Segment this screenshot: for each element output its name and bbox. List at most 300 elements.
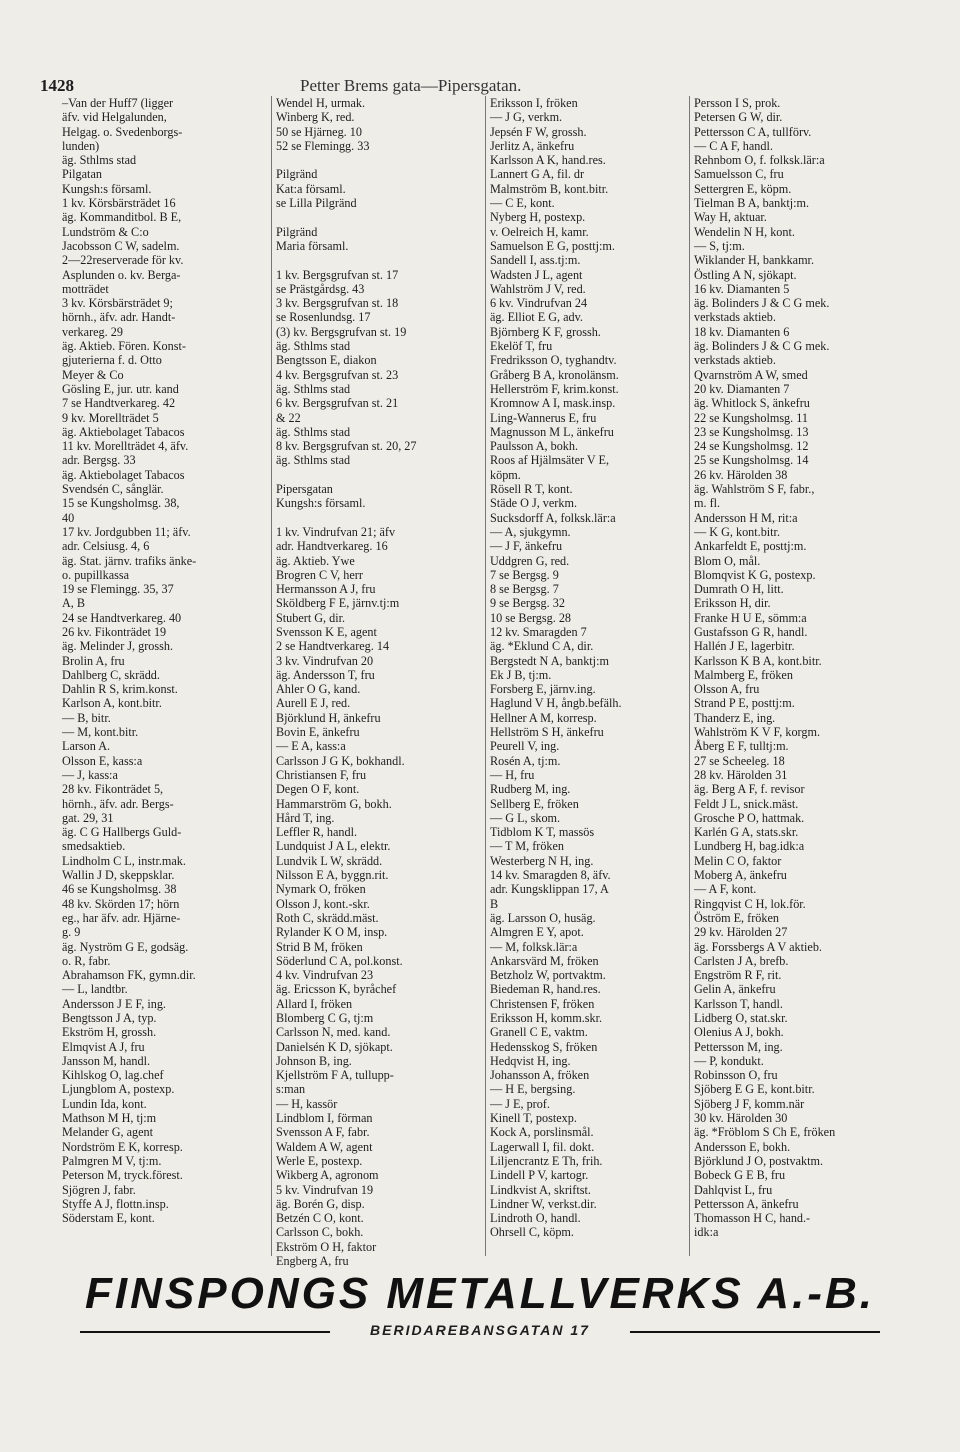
directory-entry [276, 153, 482, 167]
directory-entry: Elmqvist A J, fru [62, 1039, 145, 1054]
directory-entry: 6 kv. Bergsgrufvan st. 21 [276, 396, 399, 411]
directory-entry: äg. C G Hallbergs Guld- [62, 825, 182, 840]
directory-entry: 26 kv. Härolden 38 [694, 467, 788, 482]
directory-entry: Malmström B, kont.bitr. [490, 181, 609, 196]
directory-entry: äg. Ericsson K, byråchef [276, 982, 397, 997]
directory-entry: Bobeck G E B, fru [694, 1168, 786, 1183]
directory-entry: Magnusson M L, änkefru [490, 424, 614, 439]
directory-entry: — G L, skom. [490, 810, 561, 825]
directory-entry [276, 253, 482, 267]
directory-entry: Karlson A, kont.bitr. [62, 696, 162, 711]
directory-entry: Wiklander H, bankkamr. [694, 253, 814, 268]
directory-entry: Pettersson A, änkefru [694, 1196, 799, 1211]
directory-entry: Dumrath O H, litt. [694, 582, 784, 597]
directory-entry: Tielman B A, banktj:m. [694, 196, 810, 211]
directory-entry: Helgag. o. Svedenborgs- [62, 124, 183, 139]
directory-entry: Westerberg N H, ing. [490, 853, 594, 868]
directory-entry: 14 kv. Smaragden 8, äfv. [490, 868, 611, 883]
directory-entry: lunden) [62, 138, 100, 153]
directory-entry: Melin C O, faktor [694, 853, 782, 868]
directory-entry: — K G, kont.bitr. [694, 524, 780, 539]
directory-entry: äg. Andersson T, fru [276, 667, 375, 682]
directory-entry: 20 kv. Diamanten 7 [694, 381, 790, 396]
directory-entry: gat. 29, 31 [62, 810, 114, 825]
directory-entry: — E A, kass:a [276, 739, 346, 754]
directory-entry: Sjöberg J F, komm.när [694, 1096, 805, 1111]
directory-entry: 1 kv. Bergsgrufvan st. 17 [276, 267, 399, 282]
directory-entry: 8 se Bergsg. 7 [490, 582, 559, 597]
directory-entry: Hammarström G, bokh. [276, 796, 392, 811]
directory-entry: A, B [62, 596, 86, 611]
directory-entry [276, 511, 482, 525]
directory-entry: se Lilla Pilgränd [276, 196, 357, 211]
directory-entry: 8 kv. Bergsgrufvan st. 20, 27 [276, 439, 417, 454]
directory-entry: 24 se Kungsholmsg. 12 [694, 439, 809, 454]
directory-entry: Peterson M, tryck.förest. [62, 1168, 183, 1183]
directory-entry: Pilgränd [276, 224, 318, 239]
directory-entry: Roth C, skrädd.mäst. [276, 910, 379, 925]
directory-entry: — J E, prof. [490, 1096, 550, 1111]
directory-entry: Peurell V, ing. [490, 739, 560, 754]
directory-entry: Winberg K, red. [276, 110, 355, 125]
directory-entry: Karlén G A, stats.skr. [694, 825, 799, 840]
directory-entry: Wahlström K V F, korgm. [694, 725, 821, 740]
directory-entry: — H E, bergsing. [490, 1082, 576, 1097]
directory-entry: Gustafsson G R, handl. [694, 624, 808, 639]
directory-entry: Hellström S H, änkefru [490, 725, 604, 740]
directory-entry: Kat:a församl. [276, 181, 346, 196]
directory-entry: Hellerström F, krim.konst. [490, 381, 619, 396]
directory-entry: — A F, kont. [694, 882, 757, 897]
directory-entry: Lannert G A, fil. dr [490, 167, 585, 182]
directory-entry: äg. Whitlock S, änkefru [694, 396, 810, 411]
directory-entry: Brolin A, fru [62, 653, 125, 668]
directory-entry: äg. Aktiebolaget Tabacos [62, 467, 185, 482]
directory-entry: Åberg E F, tulltj:m. [694, 739, 789, 754]
directory-entry: Pettersson M, ing. [694, 1039, 783, 1054]
directory-entry: Settergren E, köpm. [694, 181, 792, 196]
directory-entry: Malmberg E, fröken [694, 667, 793, 682]
directory-entry: Lindblom I, förman [276, 1111, 373, 1126]
directory-entry: 23 se Kungsholmsg. 13 [694, 424, 809, 439]
directory-entry: adr. Kungsklippan 17, A [490, 882, 609, 897]
directory-entry: Hallén J E, lagerbitr. [694, 639, 795, 654]
page-number: 1428 [40, 76, 74, 95]
directory-entry: äg. Sthlms stad [276, 424, 351, 439]
directory-entry: Kock A, porslinsmål. [490, 1125, 594, 1140]
directory-entry: äg. Elliot E G, adv. [490, 310, 583, 325]
directory-entry: Gråberg B A, kronolänsm. [490, 367, 619, 382]
directory-entry: Lindroth O, handl. [490, 1211, 581, 1226]
directory-entry: äg. Bolinders J & C G mek. [694, 296, 830, 311]
directory-entry: Rehnbom O, f. folksk.lär:a [694, 153, 825, 168]
directory-entry: Kjellström F A, tullupp- [276, 1068, 394, 1083]
directory-entry: 16 kv. Diamanten 5 [694, 281, 790, 296]
directory-entry: Andersson E, bokh. [694, 1139, 791, 1154]
directory-entry: B [490, 896, 499, 911]
directory-entry: –Van der Huff7 (ligger [62, 96, 174, 110]
directory-entry: Johansson A, fröken [490, 1068, 590, 1083]
directory-entry: 9 se Bergsg. 32 [490, 596, 565, 611]
directory-entry: äg. *Eklund C A, dir. [490, 639, 594, 654]
directory-entry: Danielsén K D, sjökapt. [276, 1039, 393, 1054]
directory-entry: Bengtsson J A, typ. [62, 1011, 157, 1025]
directory-entry: Ekström O H, faktor [276, 1239, 377, 1254]
directory-entry: Sandell I, ass.tj:m. [490, 253, 581, 268]
directory-entry: Betzén C O, kont. [276, 1211, 364, 1226]
directory-entry: Olenius A J, bokh. [694, 1025, 784, 1040]
directory-entry: Robinsson O, fru [694, 1068, 778, 1083]
directory-entry: gjuterierna f. d. Otto [62, 353, 162, 368]
directory-entry: Wallin J D, skeppsklar. [62, 868, 175, 883]
page-header [40, 76, 920, 98]
directory-entry: Samuelson E G, posttj:m. [490, 238, 615, 253]
directory-entry: Östling A N, sjökapt. [694, 267, 797, 282]
directory-entry: m. fl. [694, 496, 721, 511]
directory-entry: 10 se Bergsg. 28 [490, 610, 572, 625]
directory-entry: Städe O J, verkm. [490, 496, 577, 511]
directory-entry: Brogren C V, herr [276, 567, 363, 582]
directory-entry: Meyer & Co [62, 367, 124, 382]
directory-entry: adr. Handtverkareg. 16 [276, 539, 388, 554]
directory-entry: Thanderz E, ing. [694, 710, 776, 725]
directory-entry: Rudberg M, ing. [490, 782, 571, 797]
directory-entry: Melander G, agent [62, 1125, 154, 1140]
directory-entry: Ek J B, tj:m. [490, 667, 552, 682]
directory-entry: Pettersson C A, tullförv. [694, 124, 812, 139]
directory-entry: Lindell P V, kartogr. [490, 1168, 589, 1183]
directory-entry: Lindkvist A, skriftst. [490, 1182, 591, 1197]
directory-entry: Christensen F, fröken [490, 996, 595, 1011]
directory-entry: äg. Nyström G E, godsäg. [62, 939, 189, 954]
column-divider [271, 96, 272, 1256]
directory-entry: 48 kv. Skörden 17; hörn [62, 896, 180, 911]
directory-entry: Olsson E, kass:a [62, 753, 143, 768]
directory-entry: — A, sjukgymn. [490, 524, 571, 539]
directory-entry: 2—22reserverade för kv. [62, 253, 184, 268]
column-divider [485, 96, 486, 1256]
directory-entry: Bovin E, änkefru [276, 725, 360, 740]
directory-entry: 3 kv. Bergsgrufvan st. 18 [276, 296, 399, 311]
directory-entry: Hedqvist H, ing. [490, 1053, 571, 1068]
directory-entry: 27 se Scheeleg. 18 [694, 753, 785, 768]
directory-entry: Forsberg E, järnv.ing. [490, 682, 596, 697]
directory-entry: 3 kv. Vindrufvan 20 [276, 653, 374, 668]
directory-entry: — B, bitr. [62, 710, 111, 725]
directory-entry: 40 [62, 510, 75, 525]
directory-entry: Wadsten J L, agent [490, 267, 583, 282]
directory-entry: 15 se Kungsholmsg. 38, [62, 496, 180, 511]
directory-entry: — M, folksk.lär:a [490, 939, 578, 954]
directory-entry: Stubert G, dir. [276, 610, 346, 625]
directory-entry: Liljencrantz E Th, frih. [490, 1153, 603, 1168]
directory-entry: s:man [276, 1082, 306, 1097]
directory-entry: Larson A. [62, 739, 111, 754]
directory-entry: Uddgren G, red. [490, 553, 570, 568]
directory-entry: äg. Borén G, disp. [276, 1196, 365, 1211]
directory-entry: Sjögren J, fabr. [62, 1182, 136, 1197]
directory-entry: äfv. vid Helgalunden, [62, 110, 167, 125]
directory-entry: Björklund H, änkefru [276, 710, 381, 725]
directory-entry: Gösling E, jur. utr. kand [62, 381, 179, 396]
directory-entry: Grosche P O, hattmak. [694, 810, 805, 825]
directory-entry: Lundström & C:o [62, 224, 149, 239]
directory-entry: Styffe A J, flottn.insp. [62, 1196, 169, 1211]
directory-entry: Mathson M H, tj:m [62, 1111, 157, 1126]
directory-entry: Pilgränd [276, 167, 318, 182]
directory-entry: Lundvik L W, skrädd. [276, 853, 383, 868]
directory-entry: Franke H U E, sömm:a [694, 610, 807, 625]
directory-entry: Eriksson H, dir. [694, 596, 771, 611]
directory-entry: Ankarsvärd M, fröken [490, 953, 599, 968]
directory-entry: äg. Bolinders J & C G mek. [694, 339, 830, 354]
directory-entry: 6 kv. Vindrufvan 24 [490, 296, 588, 311]
directory-entry: 7 se Handtverkareg. 42 [62, 396, 176, 411]
directory-entry: Moberg A, änkefru [694, 868, 787, 883]
directory-entry: Wendelin N H, kont. [694, 224, 795, 239]
directory-entry: verkstads aktieb. [694, 353, 776, 368]
directory-entry: Lidberg O, stat.skr. [694, 1011, 788, 1025]
directory-entry: — P, kondukt. [694, 1053, 764, 1068]
directory-entry: Nordström E K, korresp. [62, 1139, 183, 1154]
directory-entry: se Prästgårdsg. 43 [276, 281, 365, 296]
directory-entry: Ringqvist C H, lok.för. [694, 896, 806, 911]
directory-entry: Lundquist J A L, elektr. [276, 839, 391, 854]
directory-entry: adr. Celsiusg. 4, 6 [62, 539, 150, 554]
directory-entry: Petersen G W, dir. [694, 110, 783, 125]
directory-entry: hörnh., äfv. adr. Bergs- [62, 796, 174, 811]
directory-entry: 24 se Handtverkareg. 40 [62, 610, 182, 625]
ad-rule-right [630, 1331, 880, 1333]
directory-entry: 4 kv. Bergsgrufvan st. 23 [276, 367, 399, 382]
directory-entry: äg. Berg A F, f. revisor [694, 782, 805, 797]
directory-entry: Carlsson N, med. kand. [276, 1025, 391, 1040]
directory-entry: Engström R F, rit. [694, 968, 782, 983]
directory-entry: 25 se Kungsholmsg. 14 [694, 453, 809, 468]
directory-entry: Kromnow A I, mask.insp. [490, 396, 616, 411]
directory-entry: Pilgatan [62, 167, 102, 182]
directory-entry: äg. Sthlms stad [276, 381, 351, 396]
directory-entry: Lindner W, verkst.dir. [490, 1196, 597, 1211]
directory-column-4 [694, 96, 914, 1256]
directory-entry: Karlsson T, handl. [694, 996, 783, 1011]
directory-entry: Fredriksson O, tyghandtv. [490, 353, 617, 368]
directory-entry: Pipersgatan [276, 482, 333, 497]
directory-entry: Söderstam E, kont. [62, 1211, 155, 1226]
directory-entry: Jepsén F W, grossh. [490, 124, 587, 139]
directory-entry: äg. Aktieb. Fören. Konst- [62, 339, 186, 354]
directory-entry: v. Oelreich H, kamr. [490, 224, 589, 239]
directory-entry: Kinell T, postexp. [490, 1111, 577, 1126]
directory-entry: Lundin Ida, kont. [62, 1096, 147, 1111]
directory-entry: idk:a [694, 1225, 719, 1240]
directory-entry: Rylander K O M, insp. [276, 925, 388, 940]
directory-entry: Samuelsson C, fru [694, 167, 784, 182]
directory-entry: Ekström H, grossh. [62, 1025, 157, 1040]
directory-entry: Hedensskog S, fröken [490, 1039, 598, 1054]
directory-entry: Sköldberg F E, järnv.tj:m [276, 596, 400, 611]
directory-entry: Wendel H, urmak. [276, 96, 366, 110]
directory-entry: Svendsén C, sånglär. [62, 482, 164, 497]
directory-entry [276, 468, 482, 482]
directory-entry [276, 210, 482, 224]
directory-entry: Waldem A W, agent [276, 1139, 373, 1154]
directory-entry: Ahler O G, kand. [276, 682, 361, 697]
directory-entry: Wahlström J V, red. [490, 281, 586, 296]
directory-entry: Lundberg H, bag.idk:a [694, 839, 805, 854]
directory-entry: Roos af Hjälmsäter V E, [490, 453, 610, 468]
directory-entry: — J F, änkefru [490, 539, 563, 554]
directory-entry: Sucksdorff A, folksk.lär:a [490, 510, 616, 525]
directory-entry: g. 9 [62, 925, 81, 940]
directory-entry: 4 kv. Vindrufvan 23 [276, 968, 374, 983]
directory-entry: Engberg A, fru [276, 1254, 349, 1269]
directory-entry: Strid B M, fröken [276, 939, 363, 954]
directory-entry: (3) kv. Bergsgrufvan st. 19 [276, 324, 407, 339]
ad-rule-left [80, 1331, 330, 1333]
directory-entry: Blom O, mål. [694, 553, 761, 568]
directory-entry: Andersson J E F, ing. [62, 996, 166, 1011]
directory-entry: Dahlin R S, krim.konst. [62, 682, 178, 697]
directory-entry: Hermansson A J, fru [276, 582, 376, 597]
running-title: Petter Brems gata—Pipersgatan. [300, 76, 522, 95]
directory-entry: Blomberg C G, tj:m [276, 1011, 374, 1025]
directory-entry: 28 kv. Fikonträdet 5, [62, 782, 164, 797]
directory-entry: äg. Aktiebolaget Tabacos [62, 424, 185, 439]
directory-entry: Maria församl. [276, 238, 349, 253]
directory-entry: äg. Larsson O, husäg. [490, 910, 596, 925]
directory-entry: verkstads aktieb. [694, 310, 776, 325]
directory-entry: 29 kv. Härolden 27 [694, 925, 788, 940]
directory-entry: 50 se Hjärneg. 10 [276, 124, 362, 139]
directory-entry: Björnberg K F, grossh. [490, 324, 601, 339]
directory-entry: Gelin A, änkefru [694, 982, 776, 997]
directory-entry: adr. Bergsg. 33 [62, 453, 136, 468]
directory-entry: Kihlskog O, lag.chef [62, 1068, 164, 1083]
directory-entry: äg. Wahlström S F, fabr., [694, 482, 815, 497]
directory-entry: eg., har äfv. adr. Hjärne- [62, 910, 181, 925]
directory-entry: — J G, verkm. [490, 110, 563, 125]
directory-entry: Way H, aktuar. [694, 210, 767, 225]
directory-column-2 [276, 96, 482, 1269]
directory-entry: Carlsson J G K, bokhandl. [276, 753, 405, 768]
directory-entry: Kungsh:s församl. [276, 496, 366, 511]
directory-entry: — S, tj:m. [694, 238, 745, 253]
directory-entry: verkareg. 29 [62, 324, 123, 339]
directory-entry: äg. Sthlms stad [62, 153, 137, 168]
directory-entry: Nymark O, fröken [276, 882, 366, 897]
directory-entry: Eriksson H, komm.skr. [490, 1011, 603, 1025]
directory-entry: 1 kv. Vindrufvan 21; äfv [276, 524, 396, 539]
directory-entry: Degen O F, kont. [276, 782, 360, 797]
directory-entry: äg. Sthlms stad [276, 453, 351, 468]
directory-entry: o. R, fabr. [62, 953, 111, 968]
directory-entry: Sjöberg E G E, kont.bitr. [694, 1082, 815, 1097]
directory-entry: 52 se Flemingg. 33 [276, 138, 370, 153]
directory-entry: äg. Stat. järnv. trafiks änke- [62, 553, 197, 568]
directory-entry: — H, fru [490, 767, 535, 782]
directory-entry: Dahlqvist L, fru [694, 1182, 773, 1197]
directory-entry: 26 kv. Fikonträdet 19 [62, 624, 167, 639]
directory-entry: Öström E, fröken [694, 910, 779, 925]
ad-brand: FINSPONGS METALLVERKS A.-B. [85, 1269, 875, 1318]
directory-entry: & 22 [276, 410, 301, 425]
directory-entry: o. pupillkassa [62, 567, 130, 582]
directory-entry: 19 se Flemingg. 35, 37 [62, 582, 174, 597]
ad-address: BERIDAREBANSGATAN 17 [370, 1322, 590, 1338]
directory-entry: Eriksson I, fröken [490, 96, 578, 110]
directory-entry: Kungsh:s församl. [62, 181, 152, 196]
directory-entry: Abrahamson FK, gymn.dir. [62, 968, 196, 983]
directory-entry: Christiansen F, fru [276, 767, 367, 782]
directory-entry: Johnson B, ing. [276, 1053, 352, 1068]
directory-entry: Carlsson C, bokh. [276, 1225, 364, 1240]
directory-entry: Betzholz W, portvaktm. [490, 968, 606, 983]
directory-entry: Lagerwall I, fil. dokt. [490, 1139, 595, 1154]
directory-entry: Ohrsell C, köpm. [490, 1225, 574, 1240]
directory-entry: 46 se Kungsholmsg. 38 [62, 882, 177, 897]
directory-entry: 30 kv. Härolden 30 [694, 1111, 788, 1126]
directory-entry: Asplunden o. kv. Berga- [62, 267, 181, 282]
directory-entry: — M, kont.bitr. [62, 725, 139, 740]
directory-entry: 5 kv. Vindrufvan 19 [276, 1182, 374, 1197]
directory-entry: se Rosenlundsg. 17 [276, 310, 371, 325]
directory-entry: Rösell R T, kont. [490, 482, 573, 497]
directory-entry: Strand P E, posttj:m. [694, 696, 795, 711]
directory-entry: Persson I S, prok. [694, 96, 781, 110]
directory-entry: Palmgren M V, tj:m. [62, 1153, 162, 1168]
directory-entry: — C E, kont. [490, 196, 555, 211]
directory-entry: Björklund J O, postvaktm. [694, 1153, 823, 1168]
directory-entry: 3 kv. Körsbärsträdet 9; [62, 296, 173, 311]
directory-entry: Nilsson E A, byggn.rit. [276, 868, 389, 883]
directory-entry: Ling-Wannerus E, fru [490, 410, 597, 425]
directory-entry: Olsson J, kont.-skr. [276, 896, 370, 911]
directory-entry: 2 se Handtverkareg. 14 [276, 639, 390, 654]
directory-entry: Ljungblom A, postexp. [62, 1082, 175, 1097]
directory-entry: Hård T, ing. [276, 810, 335, 825]
directory-entry: Dahlberg C, skrädd. [62, 667, 160, 682]
directory-entry: Aurell E J, red. [276, 696, 351, 711]
directory-entry: 22 se Kungsholmsg. 11 [694, 410, 808, 425]
directory-entry: Ankarfeldt E, posttj:m. [694, 539, 807, 554]
directory-entry: Biedeman R, hand.res. [490, 982, 601, 997]
directory-entry: motträdet [62, 281, 109, 296]
directory-entry: — H, kassör [276, 1096, 338, 1111]
directory-entry: Bergstedt N A, banktj:m [490, 653, 609, 668]
directory-entry: — L, landtbr. [62, 982, 128, 997]
directory-column-3 [490, 96, 696, 1256]
directory-entry: Qvarnström A W, smed [694, 367, 808, 382]
directory-column-1 [62, 96, 268, 1256]
directory-entry: 12 kv. Smaragden 7 [490, 624, 587, 639]
directory-entry: Werle E, postexp. [276, 1153, 363, 1168]
directory-entry: Granell C E, vaktm. [490, 1025, 588, 1040]
directory-entry: äg. Aktieb. Ywe [276, 553, 355, 568]
directory-entry: Tidblom K T, massös [490, 825, 595, 840]
directory-entry: Feldt J L, snick.mäst. [694, 796, 799, 811]
directory-entry: 11 kv. Morellträdet 4, äfv. [62, 439, 189, 454]
directory-entry: Haglund V H, ångb.befälh. [490, 696, 622, 711]
directory-entry: Lindholm C L, instr.mak. [62, 853, 186, 868]
directory-entry: Bengtsson E, diakon [276, 353, 377, 368]
directory-entry: smedsaktieb. [62, 839, 126, 854]
directory-entry: Sellberg E, fröken [490, 796, 579, 811]
directory-entry: Svensson K E, agent [276, 624, 377, 639]
directory-entry: Thomasson H C, hand.- [694, 1211, 811, 1226]
directory-entry: Leffler R, handl. [276, 825, 357, 840]
directory-entry: Andersson H M, rit:a [694, 510, 798, 525]
